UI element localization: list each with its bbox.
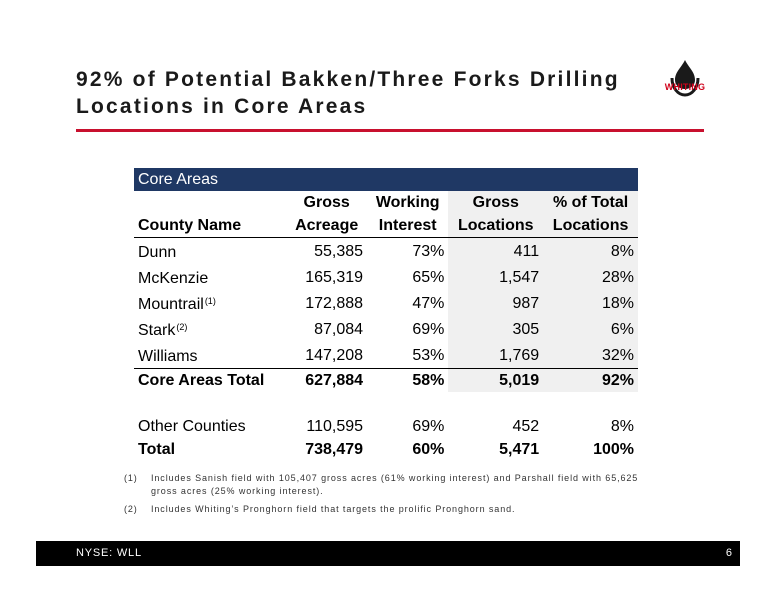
drop-icon	[660, 58, 710, 102]
interest-cell: 58%	[367, 369, 448, 393]
locations-cell: 1,547	[448, 264, 543, 290]
pct-cell: 100%	[593, 441, 634, 458]
core-total-row	[134, 369, 638, 393]
acreage-cell: 147,208	[305, 346, 364, 364]
locations-cell: 411	[448, 238, 543, 265]
locations-cell: 452	[512, 418, 540, 435]
slide-title-line2: Locations in Core Areas	[76, 95, 368, 118]
acreage-cell: 87,084	[314, 320, 364, 338]
locations-cell: 987	[448, 290, 543, 316]
acreage-cell: 55,385	[314, 242, 364, 260]
footer-bar	[36, 541, 740, 566]
interest-cell: 73%	[412, 242, 445, 260]
core-total-label: Core Areas Total	[134, 369, 286, 393]
pct-cell: 8%	[543, 238, 638, 265]
footnote-text: Includes Whiting’s Pronghorn field that targets the prolific Pronghorn sand.	[151, 504, 516, 514]
logo-wordmark: WHITING	[664, 82, 706, 92]
footnote-number: (1)	[124, 473, 138, 483]
pct-cell: 32%	[543, 342, 638, 369]
pct-cell: 92%	[543, 369, 638, 393]
locations-cell: 1,769	[448, 342, 543, 369]
locations-cell: 5,019	[448, 369, 543, 393]
section-header-row	[134, 168, 638, 191]
interest-cell: 65%	[412, 268, 445, 286]
grand-total-label: Total	[138, 441, 176, 458]
footnote-number: (2)	[124, 504, 138, 514]
footnote-marker: (2)	[176, 322, 188, 332]
section-header: Core Areas	[134, 168, 638, 191]
county-name: McKenzie	[138, 270, 209, 287]
acreage-cell: 110,595	[306, 418, 364, 435]
slide-title-line1: 92% of Potential Bakken/Three Forks Drilling	[76, 68, 620, 91]
ticker-label: NYSE: WLL	[76, 547, 142, 559]
footnote-text: Includes Sanish field with 105,407 gross acres (61% working interest) and Parshall field with 65,625 gross acres (25% working interest).	[151, 473, 639, 496]
footnote-marker: (1)	[204, 296, 216, 306]
other-counties-label: Other Counties	[138, 418, 246, 435]
whiting-logo	[660, 58, 710, 102]
col-header-acreage: Gross Acreage	[286, 191, 367, 238]
slide-title	[76, 66, 636, 120]
acreage-cell: 738,479	[305, 441, 364, 458]
interest-cell: 53%	[412, 346, 445, 364]
county-name: Mountrail$^{(1)}$	[138, 296, 216, 313]
pct-cell: 8%	[610, 418, 634, 435]
other-counties-row	[134, 415, 638, 438]
spacer-row	[134, 392, 638, 415]
table-row	[134, 264, 638, 290]
interest-cell: 47%	[412, 294, 445, 312]
interest-cell: 60%	[412, 441, 445, 458]
col-header-locations: Gross Locations	[448, 191, 543, 238]
pct-cell: 28%	[543, 264, 638, 290]
county-name: Dunn	[138, 244, 177, 261]
table-row	[134, 290, 638, 316]
pct-cell: 6%	[543, 316, 638, 342]
county-table	[134, 168, 638, 461]
page-number: 6	[725, 547, 732, 559]
acreage-cell: 165,319	[305, 268, 364, 286]
title-divider	[76, 129, 704, 132]
county-name: Stark$^{(2)}$	[138, 322, 188, 339]
footnote-item	[124, 503, 664, 516]
footnotes	[124, 472, 664, 521]
acreage-cell: 172,888	[305, 294, 364, 312]
grand-total-row	[134, 438, 638, 461]
table-row	[134, 238, 638, 265]
col-header-interest: Working Interest	[367, 191, 448, 238]
locations-cell: 5,471	[499, 441, 540, 458]
locations-cell: 305	[448, 316, 543, 342]
acreage-cell: 627,884	[286, 369, 367, 393]
interest-cell: 69%	[412, 320, 445, 338]
interest-cell: 69%	[412, 418, 445, 435]
table-row	[134, 316, 638, 342]
pct-cell: 18%	[543, 290, 638, 316]
col-header-pct: % of Total Locations	[543, 191, 638, 238]
col-header-county: County Name	[134, 191, 286, 238]
county-name: Williams	[138, 348, 198, 365]
footnote-item	[124, 472, 664, 498]
column-header-row	[134, 191, 638, 238]
table-row	[134, 342, 638, 369]
